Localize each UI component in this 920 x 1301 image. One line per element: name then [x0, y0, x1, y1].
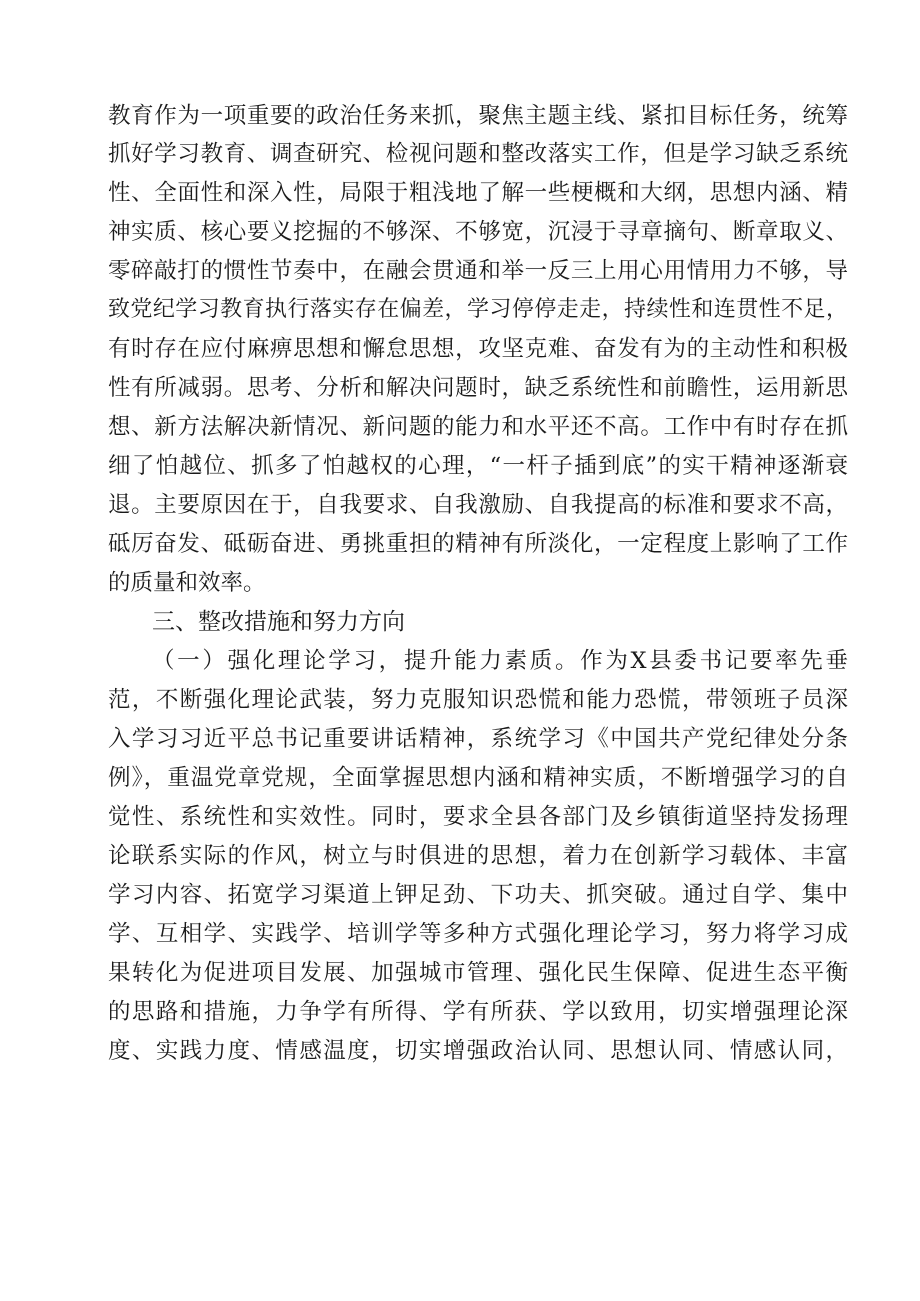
paragraph-line: 范，不断强化理论武装，努力克服知识恐慌和能力恐慌，带领班子员深	[108, 687, 848, 713]
paragraph-line: 教育作为一项重要的政治任务来抓，聚焦主题主线、紧扣目标任务，统筹	[108, 103, 848, 129]
paragraph-line: 细了怕越位、抓多了怕越权的心理，“一杆子插到底”的实干精神逐渐衰	[108, 453, 848, 479]
paragraph-line: 抓好学习教育、调查研究、检视问题和整改落实工作，但是学习缺乏系统	[108, 141, 848, 167]
paragraph-line: 退。主要原因在于，自我要求、自我激励、自我提高的标准和要求不高，	[108, 492, 848, 518]
paragraph-line: 的思路和措施，力争学有所得、学有所获、学以致用，切实增强理论深	[108, 999, 848, 1025]
paragraph-line: 致党纪学习教育执行落实存在偏差，学习停停走走，持续性和连贯性不足，	[108, 297, 848, 322]
paragraph-line: 例》，重温党章党规，全面掌握思想内涵和精神实质，不断增强学习的自	[108, 765, 848, 791]
paragraph-line: 想、新方法解决新情况、新问题的能力和水平还不高。工作中有时存在抓	[108, 414, 848, 440]
paragraph-line: 零碎敲打的惯性节奏中，在融会贯通和举一反三上用心用情用力不够，导	[108, 258, 848, 284]
paragraph-line: 砥厉奋发、砥砺奋进、勇挑重担的精神有所淡化，一定程度上影响了工作	[108, 531, 848, 557]
paragraph-line: 性有所减弱。思考、分析和解决问题时，缺乏系统性和前瞻性，运用新思	[108, 375, 848, 401]
paragraph-line: （一）强化理论学习，提升能力素质。作为X县委书记要率先垂	[152, 648, 848, 674]
paragraph-line: 学习内容、拓宽学习渠道上钾足劲、下功夫、抓突破。通过自学、集中	[108, 882, 848, 908]
paragraph-line: 学、互相学、实践学、培训学等多种方式强化理论学习，努力将学习成	[108, 921, 848, 947]
paragraph-line: 有时存在应付麻痹思想和懈怠思想，攻坚克难、奋发有为的主动性和积极	[108, 336, 848, 362]
paragraph-line: 觉性、系统性和实效性。同时，要求全县各部门及乡镇街道坚持发扬理	[108, 804, 848, 830]
paragraph-line: 果转化为促进项目发展、加强城市管理、强化民生保障、促进生态平衡	[108, 960, 848, 986]
paragraph-line: 入学习习近平总书记重要讲话精神，系统学习《中国共产党纪律处分条	[108, 726, 848, 752]
paragraph-line: 的质量和效率。	[108, 570, 266, 596]
paragraph-line: 度、实践力度、情感温度，切实增强政治认同、思想认同、情感认同，	[108, 1038, 848, 1064]
paragraph-line: 性、全面性和深入性，局限于粗浅地了解一些梗概和大纲，思想内涵、精	[108, 180, 848, 206]
paragraph-line: 论联系实际的作风，树立与时俱进的思想，着力在创新学习载体、丰富	[108, 843, 848, 869]
section-heading: 三、整改措施和努力方向	[152, 609, 405, 635]
paragraph-line: 神实质、核心要义挖掘的不够深、不够宽，沉浸于寻章摘句、断章取义、	[108, 219, 848, 245]
